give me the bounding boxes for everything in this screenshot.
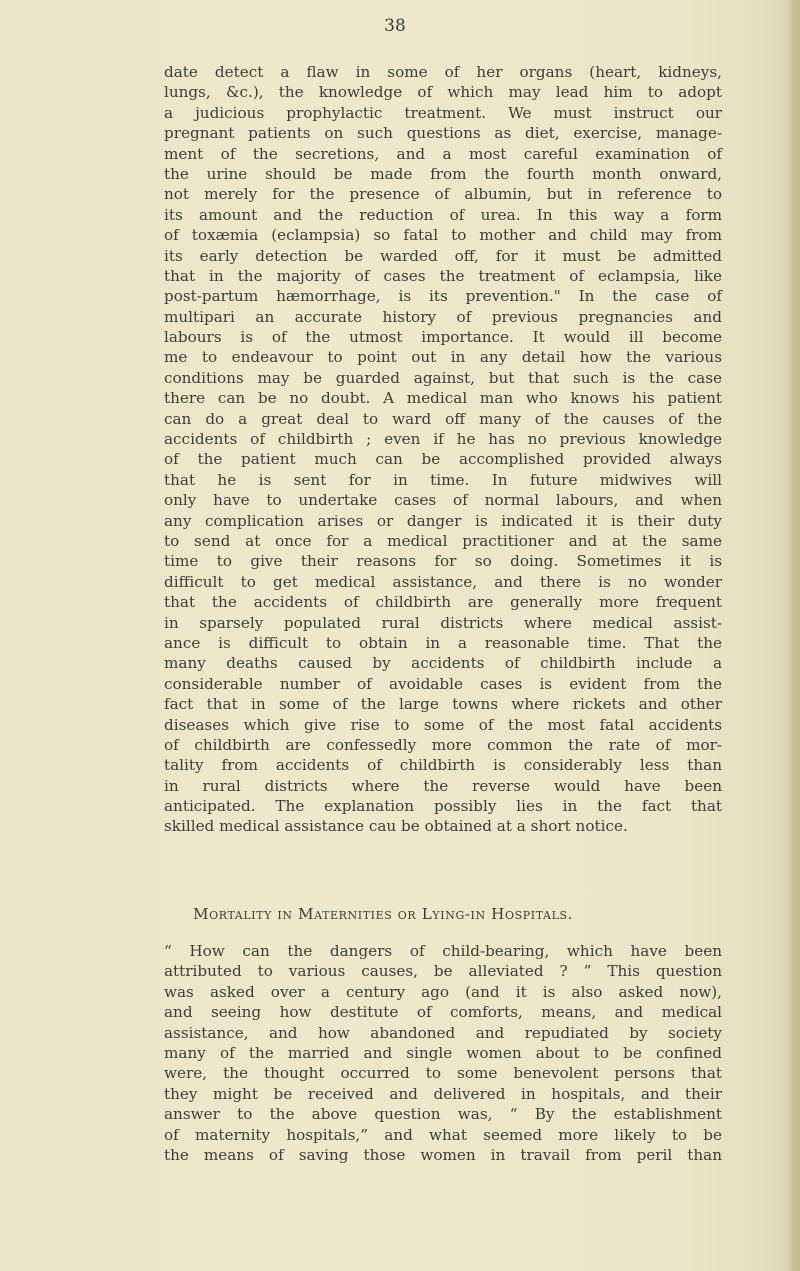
text-line: to send at once for a medical practitioner and at the same	[164, 531, 722, 550]
text-line: post-partum hæmorrhage, is its prevention." In the case of	[164, 287, 722, 306]
text-line: accidents of childbirth ; even if he has no previous knowledge	[164, 430, 722, 449]
page-number: 38	[384, 16, 406, 36]
text-line: answer to the above question was, “ By the establishment	[164, 1105, 722, 1124]
text-line: ance is difficult to obtain in a reasonable time. That the	[164, 633, 722, 652]
text-line: of toxæmia (eclampsia) so fatal to mother and child may from	[164, 226, 722, 245]
text-line: time to give their reasons for so doing. Sometimes it is	[164, 552, 722, 571]
text-line: in sparsely populated rural districts where medical assist-	[164, 613, 722, 632]
text-line: diseases which give rise to some of the most fatal accidents	[164, 715, 722, 734]
text-line: that in the majority of cases the treatment of eclampsia, like	[164, 266, 722, 285]
text-line: can do a great deal to ward off many of the causes of the	[164, 409, 722, 428]
text-line: were, the thought occurred to some benevolent persons that	[164, 1064, 722, 1083]
text-line: only have to undertake cases of normal labours, and when	[164, 491, 722, 510]
text-line: labours is of the utmost importance. It would ill become	[164, 328, 722, 347]
text-line: conditions may be guarded against, but that such is the case	[164, 368, 722, 387]
text-line: its amount and the reduction of urea. In this way a form	[164, 205, 722, 224]
text-line: there can be no doubt. A medical man who knows his patient	[164, 389, 722, 408]
text-line: and seeing how destitute of comforts, means, and medical	[164, 1003, 722, 1022]
text-line: of the patient much can be accomplished provided always	[164, 450, 722, 469]
text-line: many of the married and single women about to be confined	[164, 1043, 722, 1062]
text-line: date detect a flaw in some of her organs (heart, kidneys,	[164, 63, 722, 81]
text-line: a judicious prophylactic treatment. We must instruct our	[164, 103, 722, 122]
text-line: the means of saving those women in travail from peril than	[164, 1145, 722, 1164]
text-line: anticipated. The explanation possibly lies in the fact that	[164, 797, 722, 816]
text-line: “ How can the dangers of child-bearing, which have been	[164, 942, 722, 960]
section-heading: Mortality in Maternities or Lying-in Hospitals.	[193, 905, 574, 923]
text-line: its early detection be warded off, for it must be admitted	[164, 246, 722, 265]
text-line: was asked over a century ago (and it is also asked now),	[164, 982, 722, 1001]
text-line: considerable number of avoidable cases is evident from the	[164, 674, 722, 693]
body-paragraph-2	[164, 941, 722, 1165]
text-line: difficult to get medical assistance, and there is no wonder	[164, 572, 722, 591]
text-line: that the accidents of childbirth are generally more frequent	[164, 593, 722, 612]
text-line: lungs, &c.), the knowledge of which may lead him to adopt	[164, 83, 722, 102]
text-line: fact that in some of the large towns where rickets and other	[164, 695, 722, 714]
body-paragraph-1	[164, 62, 722, 837]
text-line: skilled medical assistance cau be obtained at a short notice.	[164, 817, 628, 836]
text-line: me to endeavour to point out in any detail how the various	[164, 348, 722, 367]
text-line: of maternity hospitals,” and what seemed more likely to be	[164, 1125, 722, 1144]
text-line: tality from accidents of childbirth is considerably less than	[164, 756, 722, 775]
text-line: multipari an accurate history of previous pregnancies and	[164, 307, 722, 326]
text-line: attributed to various causes, be alleviated ? ” This question	[164, 962, 722, 981]
text-line: any complication arises or danger is indicated it is their duty	[164, 511, 722, 530]
text-line: the urine should be made from the fourth month onward,	[164, 164, 722, 183]
page-edge-shadow	[786, 0, 800, 1271]
text-line: of childbirth are confessedly more common the rate of mor-	[164, 735, 722, 754]
text-line: not merely for the presence of albumin, but in reference to	[164, 185, 722, 204]
text-line: pregnant patients on such questions as diet, exercise, manage-	[164, 124, 722, 143]
text-line: in rural districts where the reverse would have been	[164, 776, 722, 795]
text-line: many deaths caused by accidents of childbirth include a	[164, 654, 722, 673]
text-line: they might be received and delivered in hospitals, and their	[164, 1084, 722, 1103]
text-line: ment of the secretions, and a most careful examination of	[164, 144, 722, 163]
text-line: that he is sent for in time. In future midwives will	[164, 470, 722, 489]
text-line: assistance, and how abandoned and repudiated by society	[164, 1023, 722, 1042]
